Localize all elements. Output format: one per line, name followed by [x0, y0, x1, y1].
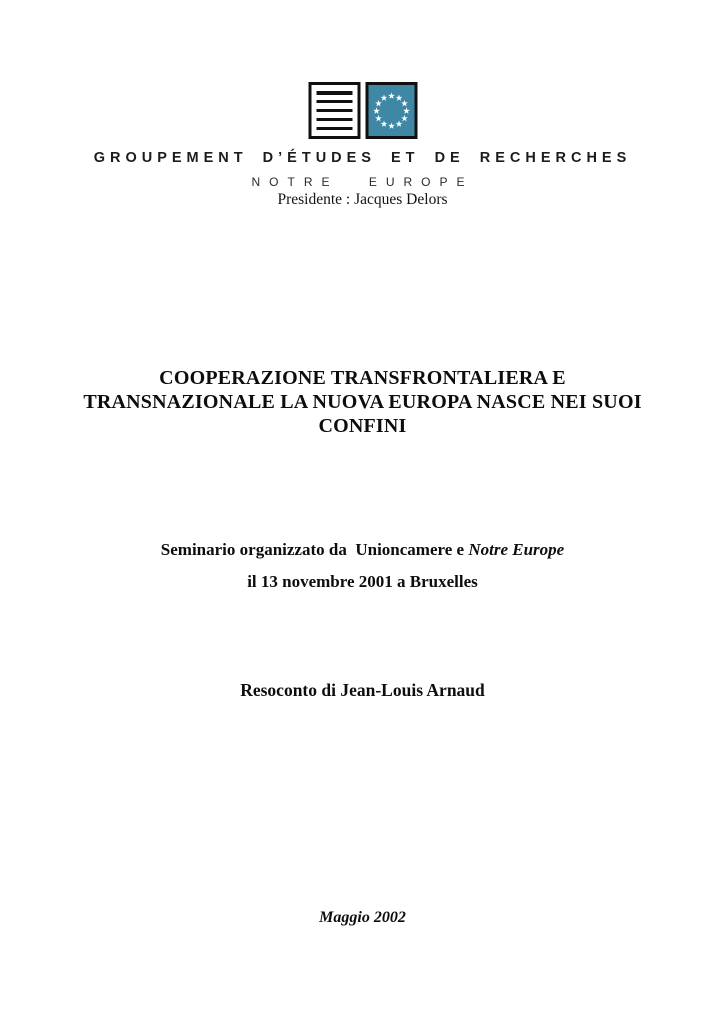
organization-name: GROUPEMENT D’ÉTUDES ET DE RECHERCHES — [93, 150, 632, 166]
seminar-organizers-line — [0, 540, 725, 560]
report-author-line: Resoconto di Jean-Louis Arnaud — [240, 680, 485, 700]
notre-europe-logo — [308, 82, 417, 139]
title-line-1: COOPERAZIONE TRANSFRONTALIERA E — [159, 367, 566, 389]
seminar-date-location: il 13 novembre 2001 a Bruxelles — [247, 572, 478, 591]
title-line-2: TRANSNAZIONALE LA NUOVA EUROPA NASCE NEI SUOI — [83, 391, 642, 413]
publication-date: Maggio 2002 — [319, 909, 406, 926]
title-line-3: CONFINI — [318, 415, 407, 437]
document-title — [0, 366, 725, 438]
seminar-organizers-prefix: Seminario organizzato da Unioncamere e — [160, 540, 469, 559]
eu-flag-box — [365, 82, 417, 139]
president-line: Presidente : Jacques Delors — [277, 191, 448, 208]
eu-stars-group — [373, 92, 410, 129]
seminar-organizers-italic: Notre Europe — [468, 540, 565, 559]
document-lines-icon — [308, 82, 360, 139]
eu-stars-icon — [368, 86, 414, 136]
organization-subtitle: NOTRE EUROPE — [251, 175, 474, 189]
